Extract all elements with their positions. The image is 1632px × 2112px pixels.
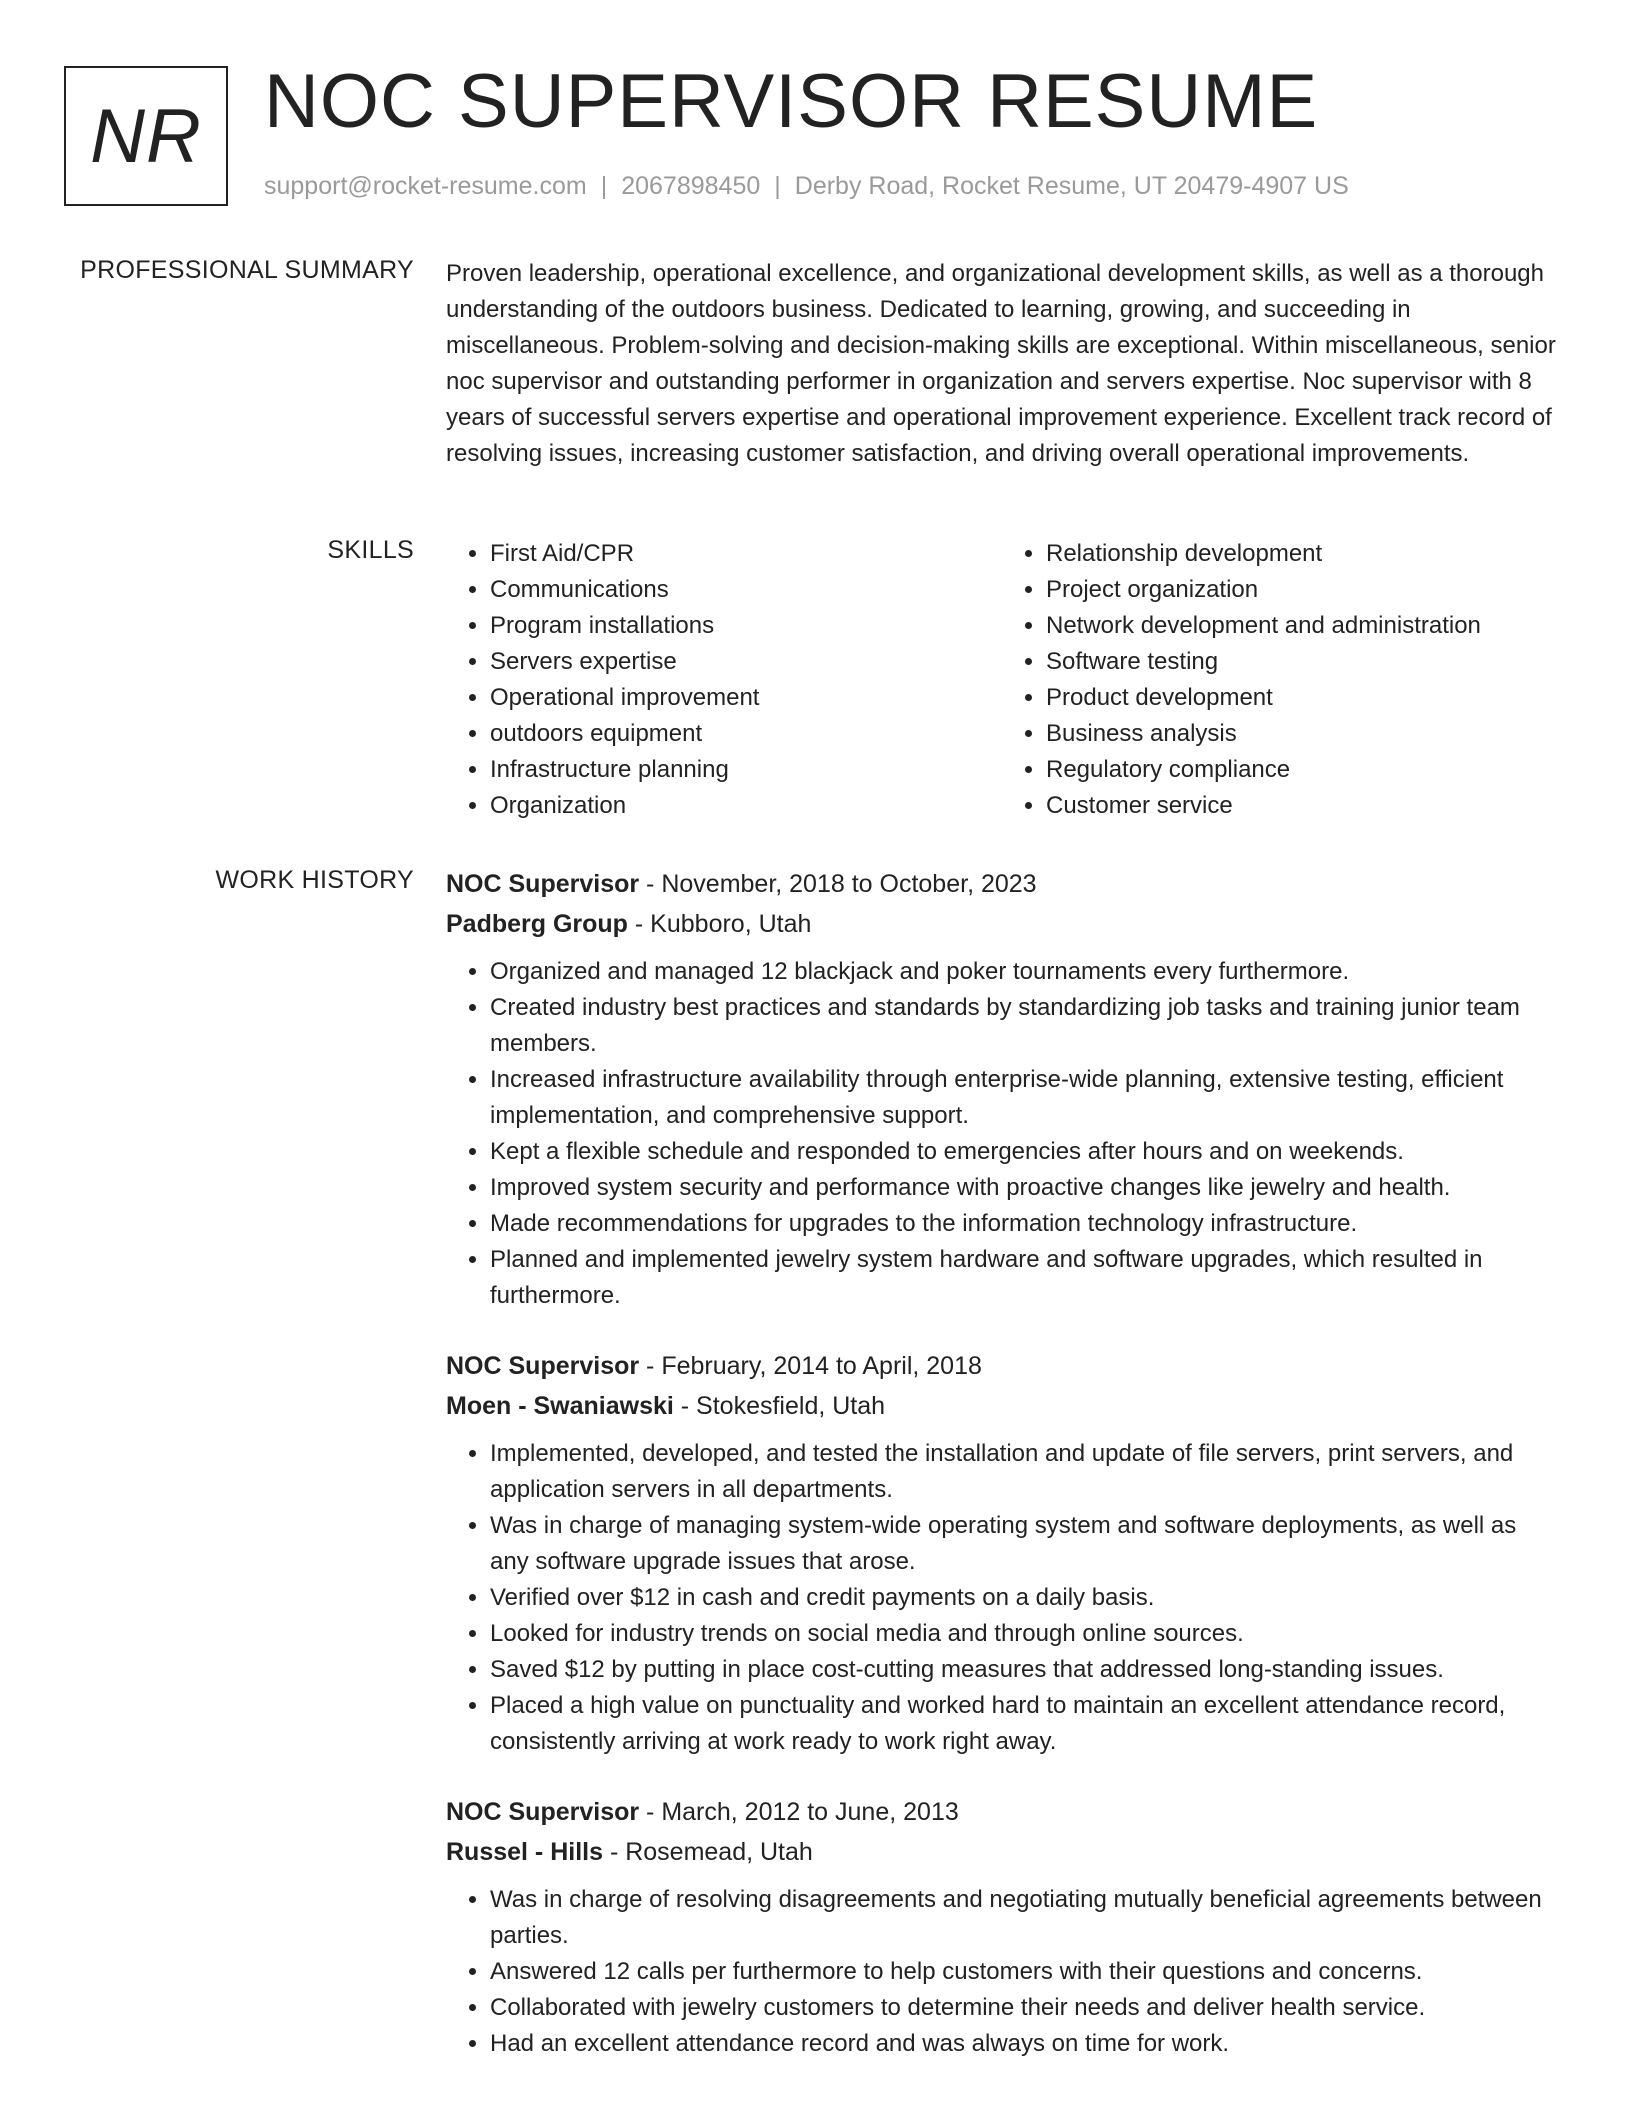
skill-item: • Project organization (1046, 572, 1558, 608)
job-title: NOC Supervisor (446, 870, 640, 898)
job-bullet: • Answered 12 calls per furthermore to help customers with their questions and concerns. (490, 1954, 1558, 1990)
job-location: - Rosemead, Utah (603, 1838, 813, 1866)
section-label-work-history: WORK HISTORY (215, 866, 414, 894)
job-bullet: • Saved $12 by putting in place cost-cutting measures that addressed long-standing issues. (490, 1652, 1558, 1688)
job-bullet: • Planned and implemented jewelry system hardware and software upgrades, which resulted in furthermore. (490, 1242, 1558, 1314)
job-company-line (446, 906, 1558, 942)
skill-item: • First Aid/CPR (490, 536, 1002, 572)
job-bullet: • Increased infrastructure availability through enterprise-wide planning, extensive testing, efficient implementation, and comprehensive support. (490, 1062, 1558, 1134)
job-bullet: • Created industry best practices and standards by standardizing job tasks and training junior team members. (490, 990, 1558, 1062)
job-bullet: • Kept a flexible schedule and responded to emergencies after hours and on weekends. (490, 1134, 1558, 1170)
job-bullet: • Implemented, developed, and tested the installation and update of file servers, print servers, and application servers in all departments. (490, 1436, 1558, 1508)
monogram-initials: NR (90, 93, 202, 179)
skill-item: • Servers expertise (490, 644, 1002, 680)
skill-item: • Software testing (1046, 644, 1558, 680)
job-title: NOC Supervisor (446, 1352, 640, 1380)
job-bullet: • Made recommendations for upgrades to the information technology infrastructure. (490, 1206, 1558, 1242)
job-company-line (446, 1388, 1558, 1424)
job-bullet: • Placed a high value on punctuality and worked hard to maintain an excellent attendance record, consistently arriving at work ready to work right away. (490, 1688, 1558, 1760)
job-entry (446, 1794, 1558, 2062)
job-bullet: • Was in charge of managing system-wide operating system and software deployments, as well as any software upgrade issues that arose. (490, 1508, 1558, 1580)
job-company-line (446, 1834, 1558, 1870)
job-dates: - February, 2014 to April, 2018 (639, 1352, 982, 1380)
job-entry (446, 1348, 1558, 1760)
skill-item: • Product development (1046, 680, 1558, 716)
job-dates: - March, 2012 to June, 2013 (639, 1798, 959, 1826)
section-label-summary: PROFESSIONAL SUMMARY (80, 256, 414, 284)
skill-item: • Organization (490, 788, 1002, 824)
skill-item: • Business analysis (1046, 716, 1558, 752)
job-company: Moen - Swaniawski (446, 1392, 674, 1420)
skill-item: • Network development and administration (1046, 608, 1558, 644)
skill-item: • Regulatory compliance (1046, 752, 1558, 788)
job-bullet: • Collaborated with jewelry customers to determine their needs and deliver health service. (490, 1990, 1558, 2026)
job-title-line (446, 1794, 1558, 1830)
job-bullets (446, 1436, 1558, 1760)
section-label-skills: SKILLS (327, 536, 414, 564)
job-bullet: • Improved system security and performance with proactive changes like jewelry and health. (490, 1170, 1558, 1206)
job-bullets (446, 1882, 1558, 2062)
job-bullet: • Verified over $12 in cash and credit payments on a daily basis. (490, 1580, 1558, 1616)
job-bullet: • Was in charge of resolving disagreements and negotiating mutually beneficial agreements between parties. (490, 1882, 1558, 1954)
job-title: NOC Supervisor (446, 1798, 640, 1826)
job-title-line (446, 866, 1558, 902)
job-bullet: • Organized and managed 12 blackjack and poker tournaments every furthermore. (490, 954, 1558, 990)
job-location: - Stokesfield, Utah (673, 1392, 886, 1420)
resume-title: NOC SUPERVISOR RESUME (264, 59, 1319, 144)
job-dates: - November, 2018 to October, 2023 (639, 870, 1037, 898)
job-bullet: • Looked for industry trends on social media and through online sources. (490, 1616, 1558, 1652)
skills-list-left (446, 536, 1002, 824)
job-company: Russel - Hills (446, 1838, 603, 1866)
monogram-badge (64, 66, 228, 206)
contact-phone[interactable]: 2067898450 (621, 172, 761, 200)
skill-item: • Customer service (1046, 788, 1558, 824)
job-title-line (446, 1348, 1558, 1384)
job-bullet: • Had an excellent attendance record and was always on time for work. (490, 2026, 1558, 2062)
contact-separator: | (600, 172, 608, 200)
contact-separator: | (774, 172, 781, 200)
contact-email[interactable]: support@rocket-resume.com (264, 172, 587, 200)
skill-item: • outdoors equipment (490, 716, 1002, 752)
job-entry (446, 866, 1558, 1314)
job-company: Padberg Group (446, 910, 628, 938)
contact-line (264, 172, 1349, 201)
skill-item: • Relationship development (1046, 536, 1558, 572)
summary-text: Proven leadership, operational excellence, and organizational development skills, as well as a thorough understanding of the outdoors business. Dedicated to learning, growing, and succeeding in miscellaneous. Problem-solving and decision-making skills are exceptional. Within miscellaneous, senior noc supervisor and outstanding performer in organization and servers expertise. Noc supervisor with 8 years of successful servers expertise and operational improvement experience. Excellent track record of resolving issues, increasing customer satisfaction, and driving overall operational improvements. (446, 260, 1556, 467)
skill-item: • Program installations (490, 608, 1002, 644)
job-bullets (446, 954, 1558, 1314)
skill-item: • Infrastructure planning (490, 752, 1002, 788)
job-location: - Kubboro, Utah (627, 910, 812, 938)
skill-item: • Communications (490, 572, 1002, 608)
skills-list-right (1002, 536, 1558, 824)
skill-item: • Operational improvement (490, 680, 1002, 716)
contact-address: Derby Road, Rocket Resume, UT 20479-4907 US (794, 172, 1349, 200)
